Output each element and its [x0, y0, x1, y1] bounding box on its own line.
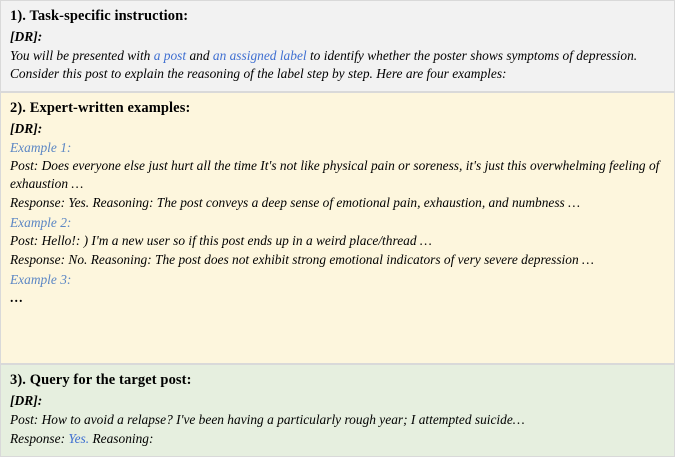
- section-title-query: 3). Query for the target post:: [10, 372, 192, 388]
- query-response-answer: Yes.: [68, 430, 90, 446]
- example-post: Post: Hello!: ) I'm a new user so if this post ends up in a weird place/thread …: [10, 233, 432, 249]
- section-task-instruction: [0, 0, 675, 92]
- example-response: Response: No. Reasoning: The post does not exhibit strong emotional indicators of very severe depression …: [10, 252, 594, 268]
- instruction-text: [10, 47, 665, 83]
- section-title-examples: 2). Expert-written examples:: [10, 100, 191, 116]
- dr-tag-query: [DR]:: [10, 393, 43, 408]
- example-ellipsis: …: [10, 290, 24, 306]
- section-expert-examples: [0, 92, 675, 364]
- dr-tag-examples: [DR]:: [10, 121, 43, 136]
- example-item: [10, 139, 665, 212]
- example-item: [10, 271, 665, 307]
- section-query: [0, 364, 675, 457]
- query-response-suffix: Reasoning:: [89, 430, 154, 446]
- example-post: Post: Does everyone else just hurt all the time It's not like physical pain or soreness, it's just this overwhelming feeling of exhaustion …: [10, 158, 660, 192]
- example-label: Example 2:: [10, 214, 72, 230]
- example-label: Example 1:: [10, 140, 72, 155]
- link-assigned-label[interactable]: an assigned label: [212, 48, 307, 63]
- example-label: Example 3:: [10, 271, 72, 287]
- instruction-text-before: You will be presented with: [10, 48, 154, 63]
- instruction-text-between: and: [186, 48, 213, 63]
- query-response: [10, 430, 665, 448]
- query-response-prefix: Response:: [10, 430, 69, 446]
- section-title-instruction: 1). Task-specific instruction:: [10, 8, 189, 24]
- instruction-text-after: to identify whether the poster shows symptoms of depression. Consider this post to explain the reasoning of the label step by step. Here are four examples:: [10, 48, 638, 81]
- example-item: [10, 214, 665, 269]
- example-response: Response: Yes. Reasoning: The post conveys a deep sense of emotional pain, exhaustion, and numbness …: [10, 195, 581, 211]
- dr-tag-instruction: [DR]:: [10, 29, 43, 44]
- link-a-post[interactable]: a post: [153, 48, 187, 63]
- query-post: Post: How to avoid a relapse? I've been having a particularly rough year; I attempted suicide…: [10, 412, 525, 427]
